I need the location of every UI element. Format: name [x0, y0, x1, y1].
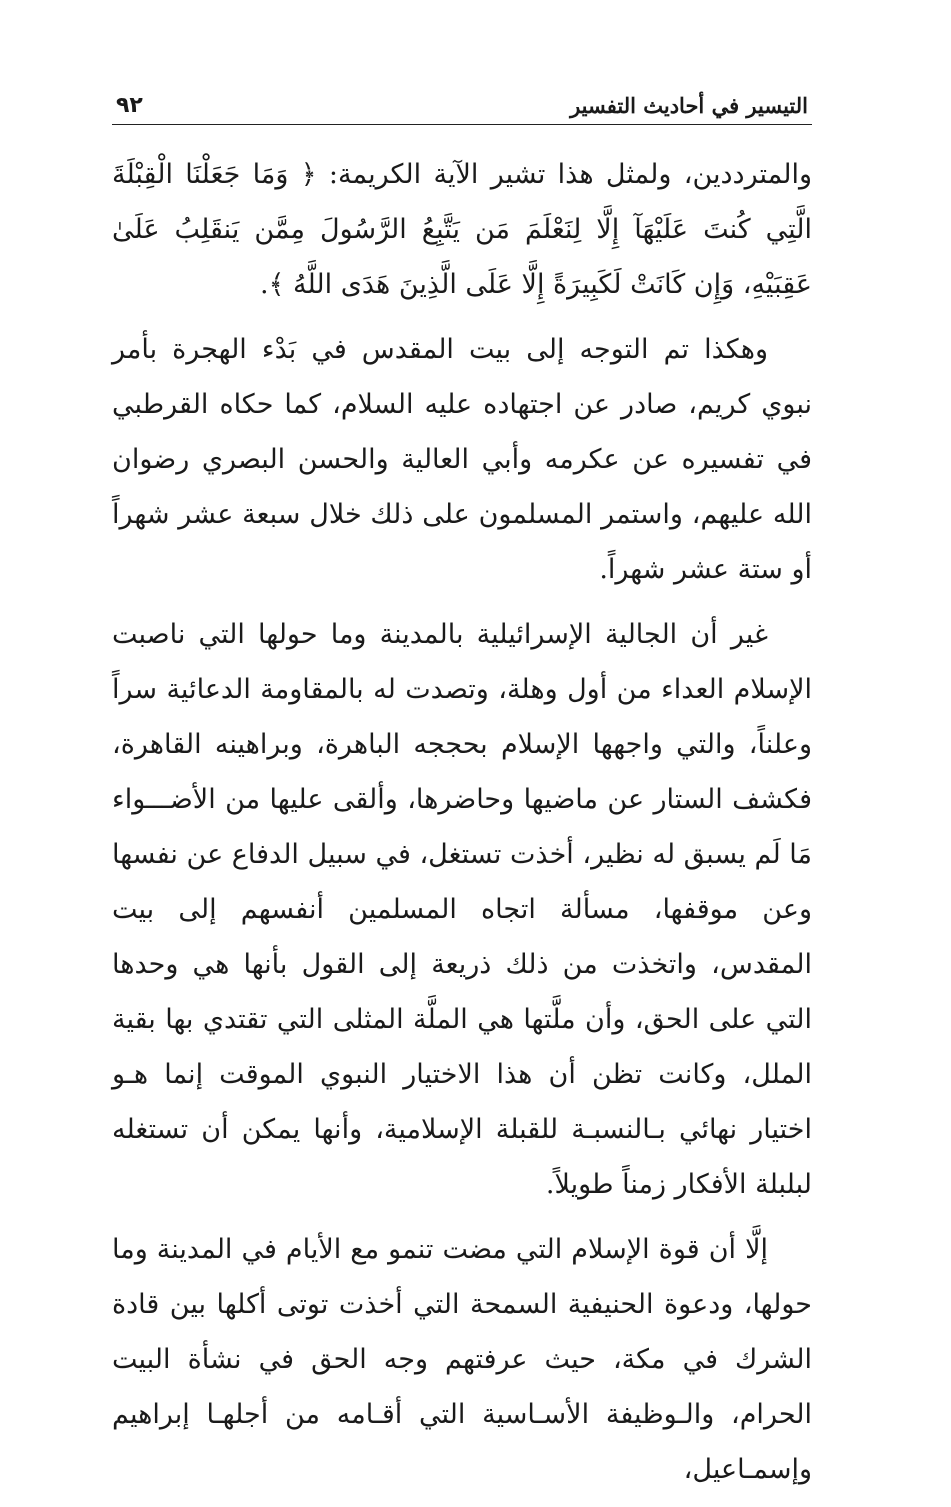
paragraph-3: غير أن الجالية الإسرائيلية بالمدينة وما حولها التي ناصبت الإسلام العداء من أول وهلة، وتصدت له بالمقاومة الدعائية سراً وعلناً، والتي واجهها الإسلام بحججه الباهرة، وبراهينه القاهرة، فكشف الستار عن ماضيها وحاضرها، وألقى عليها من الأضـــواء مَا لَم يسبق له نظير، أخذت تستغل، في سبيل الدفاع عن نفسها وعن موقفها، مسألة اتجاه المسلمين أنفسهم إلى بيت المقدس، واتخذت من ذلك ذريعة إلى القول بأنها هي وحدها التي على الحق، وأن ملَّتها هي الملَّة المثلى التي تقتدي بها بقية الملل، وكانت تظن أن هذا الاختيار النبوي الموقت إنما هـو اختيار نهائي بـالنسبـة للقبلة الإسلامية، وأنها يمكن أن تستغله لبلبلة الأفكار زمناً طويلاً. [112, 619, 812, 1200]
running-header [112, 84, 812, 118]
paragraph-1: والمترددين، ولمثل هذا تشير الآية الكريمة: ﴿ وَمَا جَعَلْنَا الْقِبْلَةَ الَّتِي كُنتَ عَلَيْهَآ إِلَّا لِنَعْلَمَ مَن يَتَّبِعُ الرَّسُولَ مِمَّن يَنقَلِبُ عَلَىٰ عَقِبَيْهِ، وَإِن كَانَتْ لَكَبِيرَةً إِلَّا عَلَى الَّذِينَ هَدَى اللَّهُ ﴾. [112, 159, 812, 300]
body-text [112, 147, 812, 1497]
page-number: ٩٢ [116, 93, 143, 118]
book-page [112, 84, 812, 1507]
paragraph-2: وهكذا تم التوجه إلى بيت المقدس في بَدْء الهجرة بأمر نبوي كريم، صادر عن اجتهاده عليه السلام، كما حكاه القرطبي في تفسيره عن عكرمه وأبي العالية والحسن البصري رضوان الله عليهم، واستمر المسلمون على ذلك خلال سبعة عشر شهراً أو ستة عشر شهراً. [112, 334, 812, 585]
header-rule [112, 124, 812, 125]
paragraph-4: إلَّا أن قوة الإسلام التي مضت تنمو مع الأيام في المدينة وما حولها، ودعوة الحنيفية السمحة التي أخذت توتى أكلها بين قادة الشرك في مكة، حيث عرفتهم وجه الحق في نشأة البيت الحرام، والـوظيفة الأسـاسية التي أقـامه من أجلهـا إبراهيم وإسمـاعيل، [112, 1234, 812, 1485]
running-title: التيسير في أحاديث التفسير [570, 93, 808, 118]
